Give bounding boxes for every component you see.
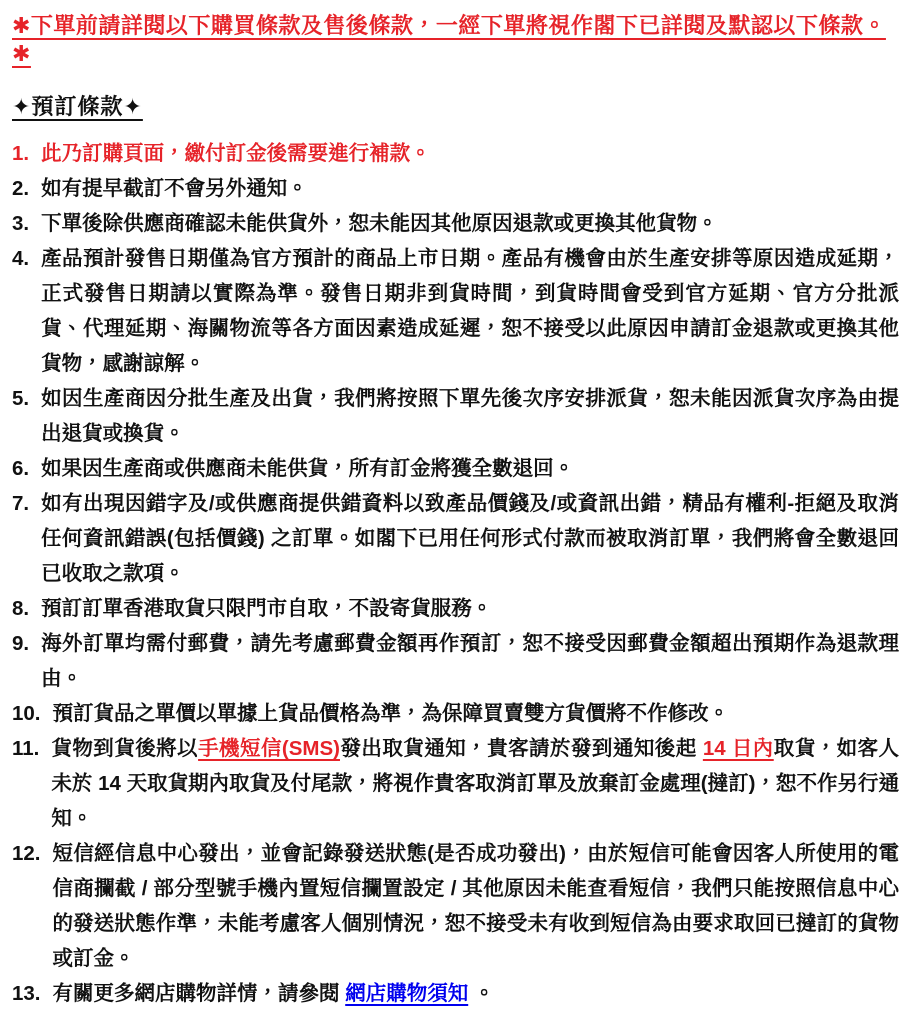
- term-segment: 發出取貨通知，貴客請於發到通知後起: [339, 737, 703, 760]
- term-text: [41, 381, 899, 451]
- shop-guide-link[interactable]: 網店購物須知: [345, 982, 469, 1005]
- term-text: [53, 836, 900, 976]
- term-item: [12, 486, 899, 591]
- term-item: [12, 836, 899, 976]
- term-text: [53, 976, 900, 1011]
- term-number: 9.: [12, 632, 30, 655]
- term-segment: 如有出現因錯字及/或供應商提供錯資料以致產品價錢及/或資訊出錯，精品有權利-拒絕及取消任何資訊錯誤(包括價錢) 之訂單。如閣下已用任何形式付款而被取消訂單，我們將會全數退回已收取之款項。: [41, 492, 899, 585]
- term-number: 11.: [12, 737, 40, 760]
- terms-list: [12, 136, 899, 1011]
- term-number: 2.: [12, 177, 30, 200]
- term-segment: 取貨，如客人未於 14 天取貨期內取貨及付尾款，將視作貴客取消訂單及放棄訂金處理(撻訂)，恕不作另行通知。: [51, 737, 900, 830]
- term-number: 4.: [12, 247, 30, 270]
- term-item: [12, 451, 899, 486]
- term-segment: 此乃訂購頁面，繳付訂金後需要進行補款。: [41, 142, 431, 165]
- term-segment: 有關更多網店購物詳情，請參閱: [52, 982, 346, 1005]
- term-text: [41, 136, 899, 171]
- term-segment: 如因生產商因分批生產及出貨，我們將按照下單先後次序安排派貨，恕未能因派貨次序為由提出退貨或換貨。: [41, 387, 899, 445]
- term-text: [41, 241, 899, 381]
- term-number: 3.: [12, 212, 30, 235]
- term-text: [53, 696, 900, 731]
- term-segment: 貨物到貨後將以: [51, 737, 199, 760]
- term-number: 12.: [12, 842, 41, 865]
- term-item: [12, 136, 899, 171]
- term-segment: 預訂貨品之單價以單據上貨品價格為準，為保障買賣雙方貨價將不作修改。: [52, 702, 729, 725]
- term-segment: 如有提早截訂不會另外通知。: [41, 177, 308, 200]
- term-segment: 下單後除供應商確認未能供貨外，恕未能因其他原因退款或更換其他貨物。: [41, 212, 718, 235]
- term-number: 10.: [12, 702, 41, 725]
- term-item: [12, 171, 899, 206]
- term-item: [12, 976, 899, 1011]
- term-item: [12, 241, 899, 381]
- term-text: [51, 731, 899, 836]
- term-segment: 短信經信息中心發出，並會記錄發送狀態(是否成功發出)，由於短信可能會因客人所使用的電信商攔截 / 部分型號手機內置短信攔置設定 / 其他原因未能查看短信，我們只能按照信息中心的發送狀態作準，未能考慮客人個別情況，恕不接受未有收到短信為由要求取回已撻訂的貨物或訂金。: [52, 842, 899, 970]
- term-segment: 如果因生產商或供應商未能供貨，所有訂金將獲全數退回。: [41, 457, 575, 480]
- term-number: 7.: [12, 492, 30, 515]
- term-segment: 產品預計發售日期僅為官方預計的商品上市日期。產品有機會由於生產安排等原因造成延期，正式發售日期請以實際為準。發售日期非到貨時間，到貨時間會受到官方延期、官方分批派貨、代理延期、海關物流等各方面因素造成延遲，恕不接受以此原因申請訂金退款或更換其他貨物，感謝諒解。: [41, 247, 899, 375]
- term-item: [12, 206, 899, 241]
- term-item: [12, 591, 899, 626]
- term-number: 6.: [12, 457, 30, 480]
- term-text: [41, 626, 899, 696]
- term-segment: 預訂訂單香港取貨只限門市自取，不設寄貨服務。: [41, 597, 493, 620]
- purchase-notice-banner: ✱下單前請詳閱以下購買條款及售後條款，一經下單將視作閣下已詳閱及默認以下條款。✱: [12, 13, 886, 66]
- term-text: [41, 591, 899, 626]
- term-number: 8.: [12, 597, 30, 620]
- term-number: 13.: [12, 982, 41, 1005]
- term-item: [12, 626, 899, 696]
- pickup-deadline-highlight: 14 日內: [702, 737, 774, 760]
- term-item: [12, 696, 899, 731]
- term-segment: 。: [468, 982, 495, 1005]
- sms-highlight: 手機短信(SMS): [198, 737, 340, 760]
- term-text: [41, 451, 899, 486]
- term-text: [41, 486, 899, 591]
- term-number: 1.: [12, 142, 30, 165]
- section-title-preorder-terms: ✦預訂條款✦: [12, 94, 143, 119]
- term-item: [12, 731, 899, 836]
- term-number: 5.: [12, 387, 30, 410]
- term-item: [12, 381, 899, 451]
- term-text: [41, 171, 899, 206]
- term-text: [41, 206, 899, 241]
- term-segment: 海外訂單均需付郵費，請先考慮郵費金額再作預訂，恕不接受因郵費金額超出預期作為退款理由。: [41, 632, 899, 690]
